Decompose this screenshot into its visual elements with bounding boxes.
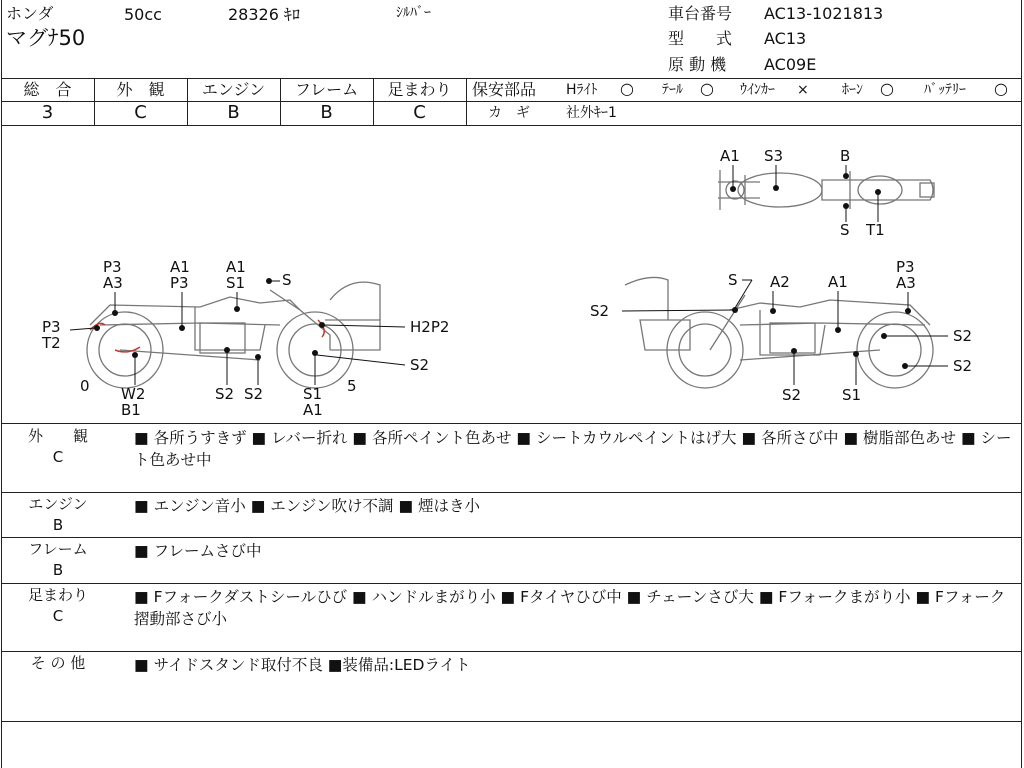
- remark-engine-grade: B: [52, 516, 64, 534]
- label-l-b1: B1: [121, 401, 141, 419]
- remark-divider-3: [1, 583, 1022, 584]
- displacement: 50cc: [124, 5, 162, 24]
- safety-headlight-mark: ○: [620, 79, 634, 98]
- safety-battery: ﾊﾞｯﾃﾘｰ: [924, 82, 966, 98]
- label-l-h2p2: H2P2: [410, 318, 450, 336]
- bike-top-view: [718, 170, 934, 210]
- safety-tail: ﾃｰﾙ: [662, 82, 683, 98]
- label-l-p3b: P3: [170, 274, 189, 292]
- label-top-s3: S3: [764, 147, 784, 165]
- label-l-a1c: A1: [303, 401, 323, 419]
- remark-engine-label: エンジン: [28, 495, 88, 513]
- grade-frame-label: フレーム: [294, 80, 359, 99]
- condition-diagram: [0, 125, 1024, 423]
- label-top-t1: T1: [866, 221, 885, 239]
- label-l-a1a: A1: [170, 258, 190, 276]
- grade-total: 3: [41, 102, 54, 123]
- grade-frame: B: [320, 102, 333, 123]
- safety-winker: ｳｲﾝｶｰ: [740, 82, 775, 98]
- label-l-s2b: S2: [215, 385, 235, 403]
- frame-no-label: 車台番号: [668, 4, 733, 23]
- remark-suspension-label: 足まわり: [27, 586, 88, 604]
- label-l-t2: T2: [42, 334, 61, 352]
- bike-right-view: [625, 277, 933, 388]
- remark-exterior-grade: C: [52, 448, 64, 466]
- remark-divider-4: [1, 651, 1022, 652]
- safety-divider: [466, 101, 1022, 102]
- remark-suspension-text: ■ Fフォークダストシールひび ■ ハンドルまがり小 ■ Fタイヤひび中 ■ チェーンさび大 ■ Fフォークまがり小 ■ Fフォーク摺動部さび小: [134, 588, 1006, 628]
- key-label: カ ギ: [488, 105, 530, 121]
- label-r-a2: A2: [770, 273, 790, 291]
- label-top-b: B: [840, 147, 851, 165]
- label-r-s1: S1: [842, 386, 862, 404]
- body-color: ｼﾙﾊﾞｰ: [396, 5, 431, 21]
- grade-total-label: 総 合: [23, 80, 72, 99]
- grade-suspension: C: [413, 102, 426, 123]
- label-r-a3: A3: [896, 274, 916, 292]
- label-l-a1b: A1: [226, 258, 246, 276]
- safety-horn-mark: ○: [880, 79, 894, 98]
- safety-battery-mark: ○: [994, 79, 1008, 98]
- label-top-a1: A1: [720, 147, 740, 165]
- grade-engine: B: [227, 102, 240, 123]
- bike-left-view: [87, 282, 380, 388]
- label-r-s2d: S2: [782, 386, 802, 404]
- engine-model-label: 原 動 機: [668, 55, 727, 74]
- safety-tail-mark: ○: [700, 79, 714, 98]
- label-r-s2a: S2: [590, 302, 610, 320]
- remark-frame-grade: B: [52, 561, 64, 579]
- label-l-5: 5: [347, 377, 357, 395]
- type-value: AC13: [764, 29, 807, 48]
- diagram-bottom-divider: [1, 423, 1022, 424]
- remark-suspension-grade: C: [52, 607, 64, 625]
- mileage: 28326 ｷﾛ: [228, 5, 300, 24]
- remark-divider-2: [1, 537, 1022, 538]
- header-divider: [1, 78, 1022, 79]
- label-l-s2c: S2: [244, 385, 264, 403]
- label-l-w2: W2: [121, 385, 146, 403]
- label-l-s2a: S2: [410, 356, 430, 374]
- leader-lines-left: [70, 281, 405, 385]
- remark-frame-text: ■ フレームさび中: [134, 542, 262, 560]
- remark-other-label: そ の 他: [30, 654, 86, 672]
- grade-exterior: C: [134, 102, 147, 123]
- remark-exterior-label: 外 観: [27, 427, 88, 445]
- label-r-a1: A1: [828, 273, 848, 291]
- remark-frame-label: フレーム: [28, 540, 88, 558]
- label-l-s1a: S1: [226, 274, 246, 292]
- remark-divider-1: [1, 492, 1022, 493]
- safety-label: 保安部品: [472, 80, 537, 99]
- safety-horn: ﾎｰﾝ: [842, 82, 863, 98]
- label-l-a3: A3: [103, 274, 123, 292]
- type-label: 型 式: [668, 29, 733, 48]
- frame-no: AC13-1021813: [764, 4, 884, 23]
- label-l-s1b: S1: [303, 385, 323, 403]
- maker: ホンダ: [6, 4, 54, 23]
- label-l-p3c: P3: [42, 318, 61, 336]
- label-l-0: 0: [80, 377, 90, 395]
- label-l-s: S: [282, 271, 292, 289]
- grade-exterior-label: 外 観: [116, 80, 165, 99]
- label-r-s2c: S2: [953, 357, 973, 375]
- remark-other-text: ■ サイドスタンド取付不良 ■装備品:LEDライト: [134, 656, 471, 674]
- label-top-s: S: [840, 221, 850, 239]
- safety-winker-mark: ×: [797, 82, 809, 98]
- grade-suspension-label: 足まわり: [387, 80, 452, 99]
- safety-headlight: Hﾗｲﾄ: [566, 82, 598, 98]
- label-r-s: S: [728, 271, 738, 289]
- label-r-s2b: S2: [953, 327, 973, 345]
- remark-engine-text: ■ エンジン音小 ■ エンジン吹け不調 ■ 煙はき小: [134, 497, 481, 515]
- grade-engine-label: エンジン: [201, 80, 266, 99]
- model-name: マグﾅ50: [6, 26, 86, 50]
- remark-exterior-text: ■ 各所うすきず ■ レバー折れ ■ 各所ペイント色あせ ■ シートカウルペイントはげ大 ■ 各所さび中 ■ 樹脂部色あせ ■ シート色あせ中: [134, 429, 1012, 469]
- key-value: 社外ｷｰ1: [566, 105, 617, 121]
- label-l-p3a: P3: [103, 258, 122, 276]
- remark-divider-5: [1, 721, 1022, 722]
- label-r-p3: P3: [896, 258, 915, 276]
- engine-model: AC09E: [764, 55, 817, 74]
- grade-col-5: [466, 78, 467, 125]
